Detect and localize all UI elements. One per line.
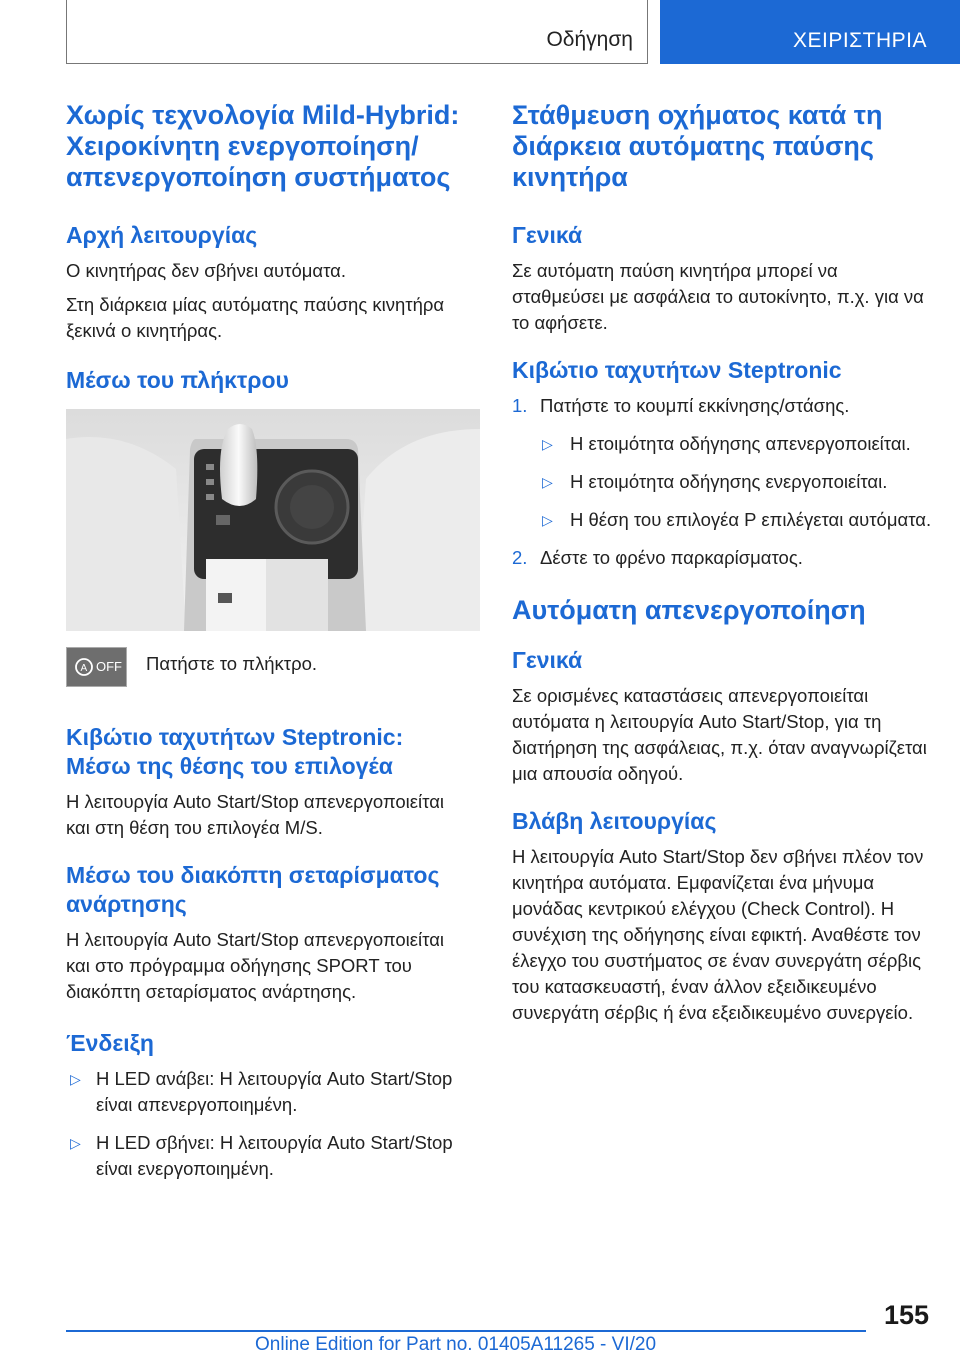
header-chapter-title: ΧΕΙΡΙΣΤΗΡΙΑ bbox=[792, 29, 927, 52]
heading-general: Γενικά bbox=[512, 222, 583, 248]
header-section-box bbox=[66, 0, 648, 64]
header-chapter-tab bbox=[660, 0, 960, 64]
right-column bbox=[512, 100, 932, 1026]
paragraph-engine-not-off: Ο κινητήρας δεν σβήνει αυτόματα. bbox=[66, 260, 346, 281]
footer-edition: Online Edition for Part no. 01405A11265 - VI/20 bbox=[255, 1334, 657, 1355]
heading-auto-deactivation: Αυτόματη απενεργοποίηση bbox=[512, 595, 866, 625]
list-item: ▷ Η θέση του επιλογέα P επιλέγεται αυτόματα. bbox=[512, 507, 932, 533]
console-photo bbox=[66, 409, 480, 631]
heading-general: Γενικά bbox=[512, 647, 583, 673]
heading-principle: Αρχή λειτουργίας bbox=[66, 222, 258, 248]
footer-divider bbox=[66, 1330, 866, 1332]
heading-parking: Στάθμευση οχήματος κατά τη διάρκεια αυτόματης παύσης κινητήρα bbox=[512, 100, 883, 192]
step-number: 1. bbox=[512, 395, 528, 416]
triangle-bullet-icon: ▷ bbox=[542, 436, 553, 452]
paragraph-engine-starts: Στη διάρκεια μίας αυτόματης παύσης κινητήρα ξεκινά ο κινητήρας. bbox=[66, 294, 445, 341]
paragraph-auto-deactivation: Σε ορισμένες καταστάσεις απενεργοποιείται αυτόματα η λειτουργία Auto Start/Stop, για τη διατήρηση της ασφάλειας, π.χ. όταν αναγνωρίζεται μια απουσία οδηγού. bbox=[512, 685, 927, 784]
triangle-bullet-icon: ▷ bbox=[542, 474, 553, 490]
header-section-title: Οδήγηση bbox=[546, 28, 633, 51]
auto-start-stop-button-row bbox=[66, 647, 466, 711]
svg-text:A: A bbox=[80, 663, 88, 674]
list-item: ▷ Η LED ανάβει: Η λειτουργία Auto Start/Stop είναι απενεργοποιημένη. bbox=[70, 1068, 453, 1115]
step-number: 2. bbox=[512, 547, 528, 568]
paragraph-sport-mode: Η λειτουργία Auto Start/Stop απενεργοποιείται και στο πρόγραμμα οδήγησης SPORT του διακόπτη σεταρίσματος ανάρτησης. bbox=[66, 929, 444, 1002]
heading-manual-toggle: Χωρίς τεχνολογία Mild-Hybrid: Χειροκίνητη ενεργοποίηση/απενεργοποίηση συστήματος bbox=[66, 100, 460, 192]
page-number: 155 bbox=[884, 1300, 930, 1330]
list-item: ▷ Η ετοιμότητα οδήγησης απενεργοποιείται. bbox=[512, 431, 932, 457]
paragraph-selector-ms: Η λειτουργία Auto Start/Stop απενεργοποιείται και στη θέση του επιλογέα M/S. bbox=[66, 791, 444, 838]
heading-steptronic: Κιβώτιο ταχυτήτων Steptronic bbox=[512, 357, 842, 383]
list-item: ▷ Η LED σβήνει: Η λειτουργία Auto Start/Stop είναι ενεργοποιημένη. bbox=[70, 1132, 453, 1179]
left-column bbox=[66, 100, 466, 1182]
paragraph-malfunction: Η λειτουργία Auto Start/Stop δεν σβήνει πλέον τον κινητήρα αυτόματα. Εμφανίζεται ένα μήνυμα μονάδας κεντρικού ελέγχου (Check Control). Η συνέχιση της οδήγησης είναι εφικτή. Αναθέστε τον έλεγχο του συστήματος σε έναν συνεργάτη σέρβις του κατασκευαστή, έναν άλλον εξειδικευμένο συνεργάτη σέρβις ή ένα εξειδικευμένο συνεργείο. bbox=[512, 846, 924, 1023]
triangle-bullet-icon: ▷ bbox=[70, 1071, 81, 1087]
heading-suspension-switch: Μέσω του διακόπτη σεταρίσματος ανάρτησης bbox=[66, 862, 440, 917]
off-button-label: OFF bbox=[96, 659, 122, 674]
heading-display: Ένδειξη bbox=[66, 1030, 154, 1056]
heading-via-button: Μέσω του πλήκτρου bbox=[66, 367, 289, 393]
heading-steptronic-selector: Κιβώτιο ταχυτήτων Steptronic: Μέσω της θέσης του επιλογέα bbox=[66, 724, 404, 779]
step-2: 2. Δέστε το φρένο παρκαρίσματος. bbox=[512, 545, 932, 571]
step-1: 1. Πατήστε το κουμπί εκκίνησης/στάσης. bbox=[512, 393, 932, 419]
heading-malfunction: Βλάβη λειτουργίας bbox=[512, 808, 717, 834]
list-item: ▷ Η ετοιμότητα οδήγησης ενεργοποιείται. bbox=[512, 469, 932, 495]
paragraph-parking-general: Σε αυτόματη παύση κινητήρα μπορεί να σταθμεύσει με ασφάλεια το αυτοκίνητο, π.χ. για να το αφήσετε. bbox=[512, 260, 924, 333]
triangle-bullet-icon: ▷ bbox=[542, 512, 553, 528]
triangle-bullet-icon: ▷ bbox=[70, 1135, 81, 1151]
press-button-text: Πατήστε το πλήκτρο. bbox=[146, 653, 318, 674]
auto-start-stop-off-button-icon bbox=[66, 647, 127, 687]
